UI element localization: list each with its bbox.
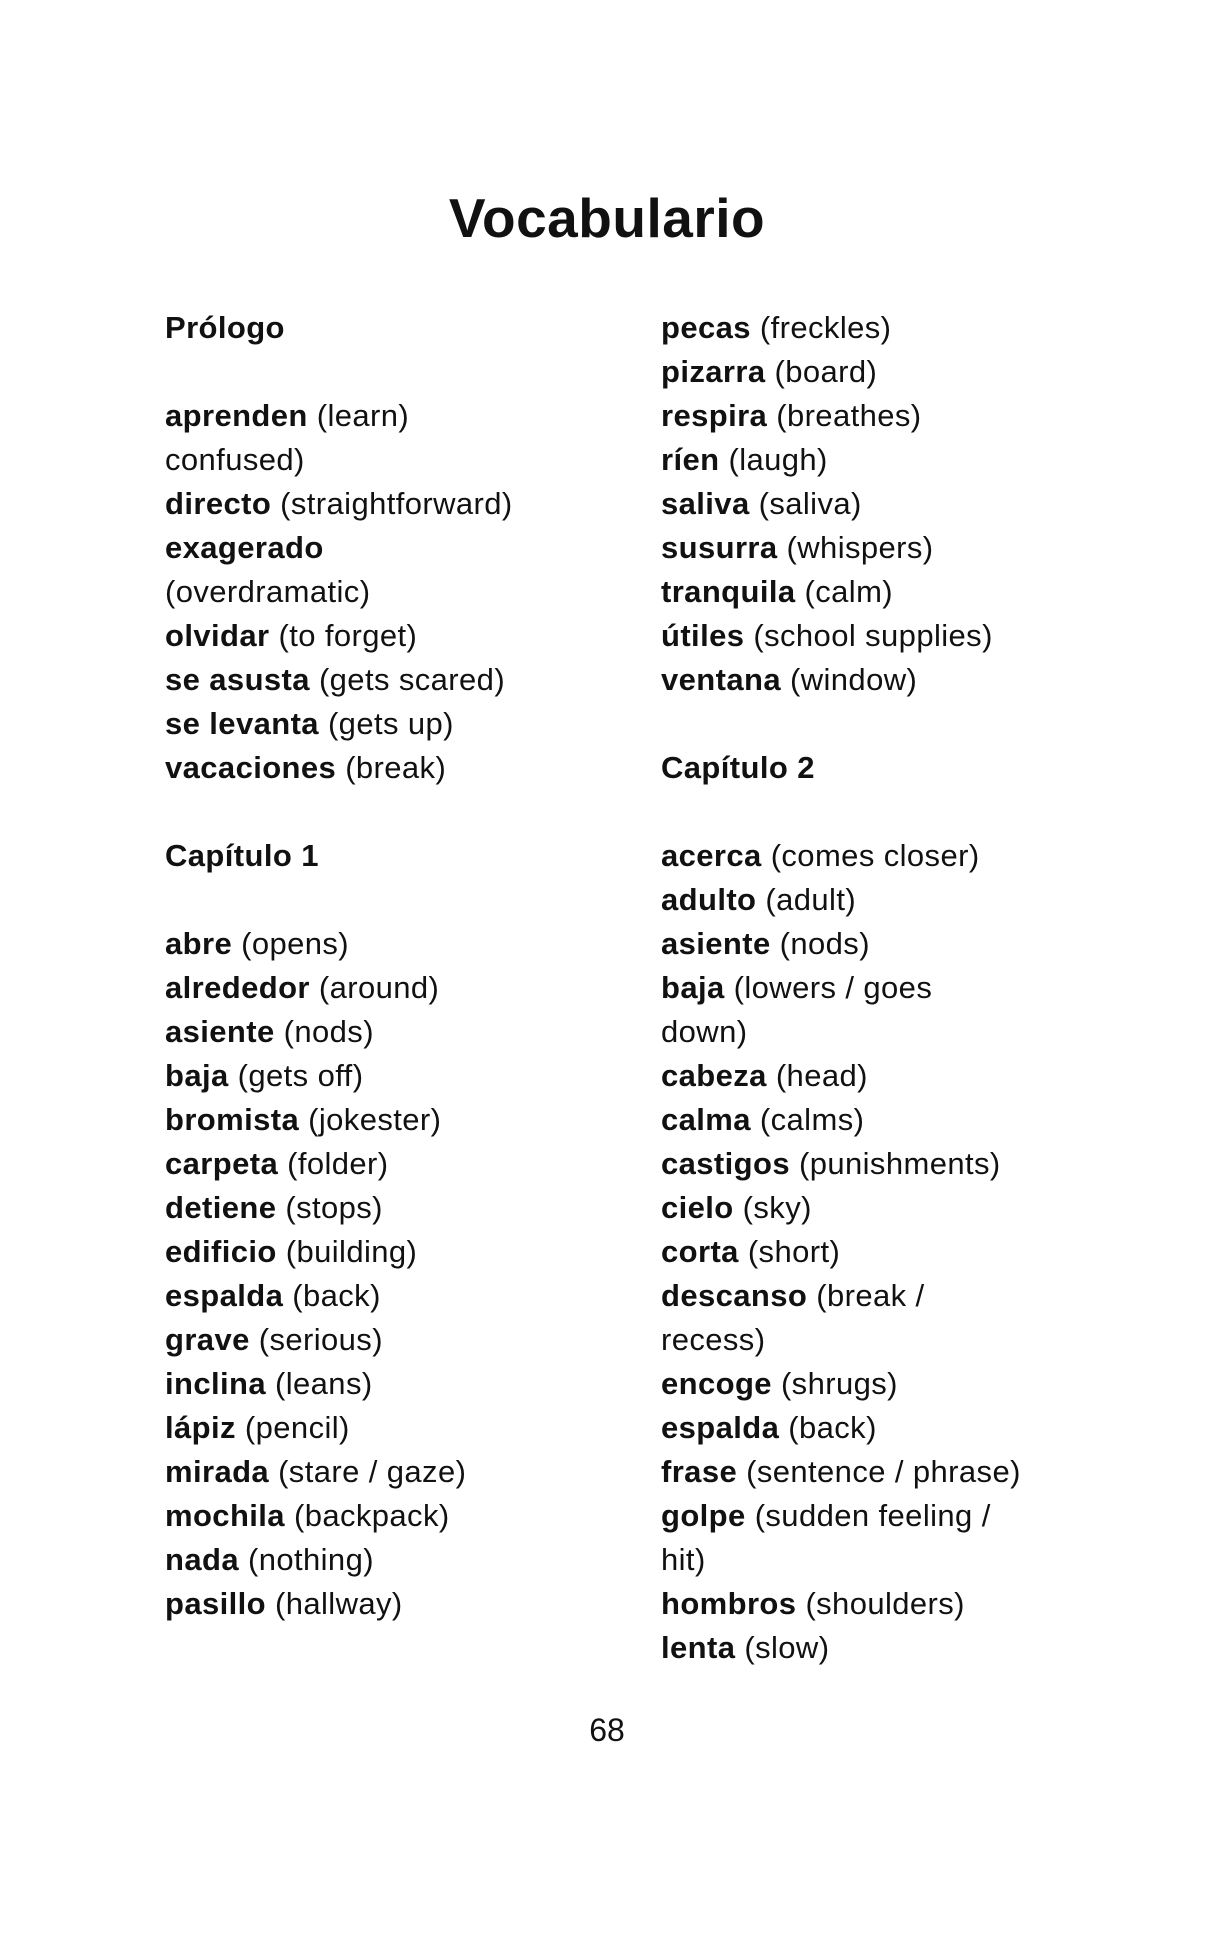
vocab-entry <box>165 966 625 1010</box>
vocab-term: respira <box>661 398 768 433</box>
vocab-term: pecas <box>661 310 751 345</box>
vocab-gloss: (nods) <box>283 1014 374 1049</box>
vocab-gloss: (to forget) <box>278 618 418 653</box>
vocab-entry <box>165 1582 625 1626</box>
vocab-column-left <box>165 306 625 1626</box>
vocab-gloss: (sudden feeling / <box>754 1498 991 1533</box>
vocab-gloss: (saliva) <box>758 486 862 521</box>
vocab-term: calma <box>661 1102 751 1137</box>
vocab-term: frase <box>661 1454 738 1489</box>
vocab-term: mirada <box>165 1454 270 1489</box>
vocab-entry <box>165 1494 625 1538</box>
vocab-gloss: (window) <box>789 662 918 697</box>
vocab-gloss: (school supplies) <box>753 618 993 653</box>
vocab-term: ríen <box>661 442 720 477</box>
vocab-gloss: (jokester) <box>308 1102 442 1137</box>
vocab-entry <box>165 1274 625 1318</box>
vocab-term: lápiz <box>165 1410 236 1445</box>
vocab-term: saliva <box>661 486 750 521</box>
vocab-term: directo <box>165 486 272 521</box>
vocab-term: susurra <box>661 530 778 565</box>
blank-line <box>165 878 625 922</box>
gloss-continuation: down) <box>661 1014 748 1049</box>
vocab-term: acerca <box>661 838 762 873</box>
vocab-term: pasillo <box>165 1586 266 1621</box>
vocab-gloss: (break) <box>345 750 447 785</box>
vocab-entry <box>661 350 1081 394</box>
vocab-entry <box>661 394 1081 438</box>
vocab-gloss: (comes closer) <box>770 838 980 873</box>
vocab-gloss: (learn) <box>316 398 410 433</box>
vocab-entry <box>165 1230 625 1274</box>
vocab-entry <box>661 614 1081 658</box>
vocab-gloss: (breathes) <box>776 398 922 433</box>
vocab-term: asiente <box>661 926 771 961</box>
gloss-continuation: recess) <box>661 1322 766 1357</box>
vocab-entry <box>165 658 625 702</box>
vocab-term: exagerado <box>165 530 324 565</box>
vocab-entry <box>661 1098 1081 1142</box>
vocab-entry <box>165 1362 625 1406</box>
blank-line <box>165 350 625 394</box>
vocab-gloss: (sky) <box>742 1190 812 1225</box>
vocab-entry <box>661 658 1081 702</box>
vocab-entry <box>165 1010 625 1054</box>
vocab-term: olvidar <box>165 618 270 653</box>
section-heading: Capítulo 2 <box>661 750 815 785</box>
vocab-term: abre <box>165 926 233 961</box>
vocab-gloss: (board) <box>774 354 878 389</box>
vocab-entry <box>165 526 625 570</box>
vocab-entry <box>661 1626 1081 1670</box>
vocab-term: pizarra <box>661 354 766 389</box>
vocab-entry <box>661 922 1081 966</box>
vocab-term: detiene <box>165 1190 277 1225</box>
vocab-gloss: (slow) <box>744 1630 830 1665</box>
vocab-entry <box>165 1406 625 1450</box>
vocab-gloss: (pencil) <box>244 1410 350 1445</box>
vocab-gloss: (gets off) <box>237 1058 364 1093</box>
vocab-term: baja <box>165 1058 229 1093</box>
vocab-term: mochila <box>165 1498 285 1533</box>
vocab-gloss: (stops) <box>285 1190 383 1225</box>
vocab-entry <box>165 614 625 658</box>
vocab-gloss: (back) <box>292 1278 381 1313</box>
vocab-gloss: (lowers / goes <box>733 970 933 1005</box>
page-title: Vocabulario <box>448 187 766 249</box>
vocab-term: edificio <box>165 1234 277 1269</box>
vocab-gloss: (leans) <box>275 1366 373 1401</box>
vocab-gloss: (folder) <box>287 1146 389 1181</box>
gloss-continuation: (overdramatic) <box>165 574 371 609</box>
vocab-entry <box>661 1142 1081 1186</box>
gloss-continuation: confused) <box>165 442 305 477</box>
vocab-term: baja <box>661 970 725 1005</box>
vocab-entry <box>165 1098 625 1142</box>
vocab-term: vacaciones <box>165 750 337 785</box>
vocab-entry <box>165 702 625 746</box>
vocab-gloss: (calm) <box>804 574 894 609</box>
vocab-term: se levanta <box>165 706 319 741</box>
vocab-gloss: (nothing) <box>247 1542 374 1577</box>
vocab-term: hombros <box>661 1586 797 1621</box>
vocab-term: carpeta <box>165 1146 279 1181</box>
vocab-term: corta <box>661 1234 739 1269</box>
vocab-gloss: (gets scared) <box>318 662 506 697</box>
vocab-entry <box>165 482 625 526</box>
vocab-gloss: (adult) <box>765 882 857 917</box>
vocab-gloss: (shrugs) <box>780 1366 898 1401</box>
vocab-gloss: (break / <box>816 1278 925 1313</box>
vocab-entry <box>661 878 1081 922</box>
vocab-term: asiente <box>165 1014 275 1049</box>
blank-line <box>165 790 625 834</box>
blank-line <box>661 790 1081 834</box>
vocab-gloss: (head) <box>775 1058 868 1093</box>
vocab-gloss: (opens) <box>241 926 350 961</box>
vocab-entry <box>165 1142 625 1186</box>
vocab-entry <box>165 394 625 438</box>
vocab-entry <box>661 1186 1081 1230</box>
vocab-term: cielo <box>661 1190 734 1225</box>
vocab-gloss: (calms) <box>759 1102 865 1137</box>
vocab-gloss: (stare / gaze) <box>278 1454 467 1489</box>
vocab-term: ventana <box>661 662 781 697</box>
vocab-gloss: (building) <box>285 1234 418 1269</box>
vocab-term: tranquila <box>661 574 796 609</box>
vocab-term: descanso <box>661 1278 808 1313</box>
vocab-term: encoge <box>661 1366 772 1401</box>
vocab-term: se asusta <box>165 662 310 697</box>
vocab-gloss: (laugh) <box>728 442 828 477</box>
vocab-column-right <box>661 306 1081 1670</box>
vocab-gloss: (punishments) <box>799 1146 1001 1181</box>
vocab-entry <box>661 526 1081 570</box>
vocab-term: inclina <box>165 1366 266 1401</box>
vocab-gloss: (gets up) <box>327 706 454 741</box>
vocab-gloss: (around) <box>318 970 440 1005</box>
vocab-term: aprenden <box>165 398 308 433</box>
vocab-term: golpe <box>661 1498 746 1533</box>
vocab-entry <box>165 1450 625 1494</box>
vocab-entry <box>661 1274 1081 1318</box>
vocab-entry <box>661 966 1081 1010</box>
vocab-gloss: (sentence / phrase) <box>746 1454 1021 1489</box>
vocab-term: espalda <box>165 1278 284 1313</box>
vocab-term: nada <box>165 1542 239 1577</box>
vocab-entry <box>661 1230 1081 1274</box>
vocab-gloss: (backpack) <box>293 1498 450 1533</box>
vocab-entry <box>165 746 625 790</box>
vocab-entry <box>165 1318 625 1362</box>
vocab-term: cabeza <box>661 1058 767 1093</box>
vocab-term: grave <box>165 1322 250 1357</box>
vocab-term: alrededor <box>165 970 310 1005</box>
section-heading: Prólogo <box>165 310 285 345</box>
vocab-term: bromista <box>165 1102 300 1137</box>
vocab-entry <box>661 306 1081 350</box>
vocab-entry <box>661 1582 1081 1626</box>
vocab-term: castigos <box>661 1146 790 1181</box>
vocab-entry <box>661 1450 1081 1494</box>
vocab-entry <box>661 438 1081 482</box>
vocab-entry <box>165 1054 625 1098</box>
vocab-gloss: (freckles) <box>759 310 892 345</box>
vocab-gloss: (back) <box>788 1410 877 1445</box>
vocab-entry <box>661 482 1081 526</box>
vocab-entry <box>661 570 1081 614</box>
vocab-entry <box>661 1054 1081 1098</box>
vocab-entry <box>165 1186 625 1230</box>
vocab-entry <box>661 834 1081 878</box>
vocab-gloss: (serious) <box>258 1322 383 1357</box>
blank-line <box>661 702 1081 746</box>
vocab-term: espalda <box>661 1410 780 1445</box>
vocab-entry <box>661 1406 1081 1450</box>
vocab-term: útiles <box>661 618 745 653</box>
vocab-entry <box>165 922 625 966</box>
vocab-entry <box>661 1362 1081 1406</box>
vocab-gloss: (nods) <box>779 926 870 961</box>
vocab-gloss: (hallway) <box>275 1586 403 1621</box>
section-heading: Capítulo 1 <box>165 838 319 873</box>
vocab-gloss: (whispers) <box>786 530 934 565</box>
vocab-term: adulto <box>661 882 757 917</box>
vocab-entry <box>661 1494 1081 1538</box>
vocab-entry <box>165 1538 625 1582</box>
vocab-term: lenta <box>661 1630 736 1665</box>
page-number: 68 <box>589 1712 625 1748</box>
vocab-gloss: (shoulders) <box>805 1586 965 1621</box>
gloss-continuation: hit) <box>661 1542 706 1577</box>
vocab-gloss: (straightforward) <box>280 486 513 521</box>
vocab-gloss: (short) <box>747 1234 841 1269</box>
